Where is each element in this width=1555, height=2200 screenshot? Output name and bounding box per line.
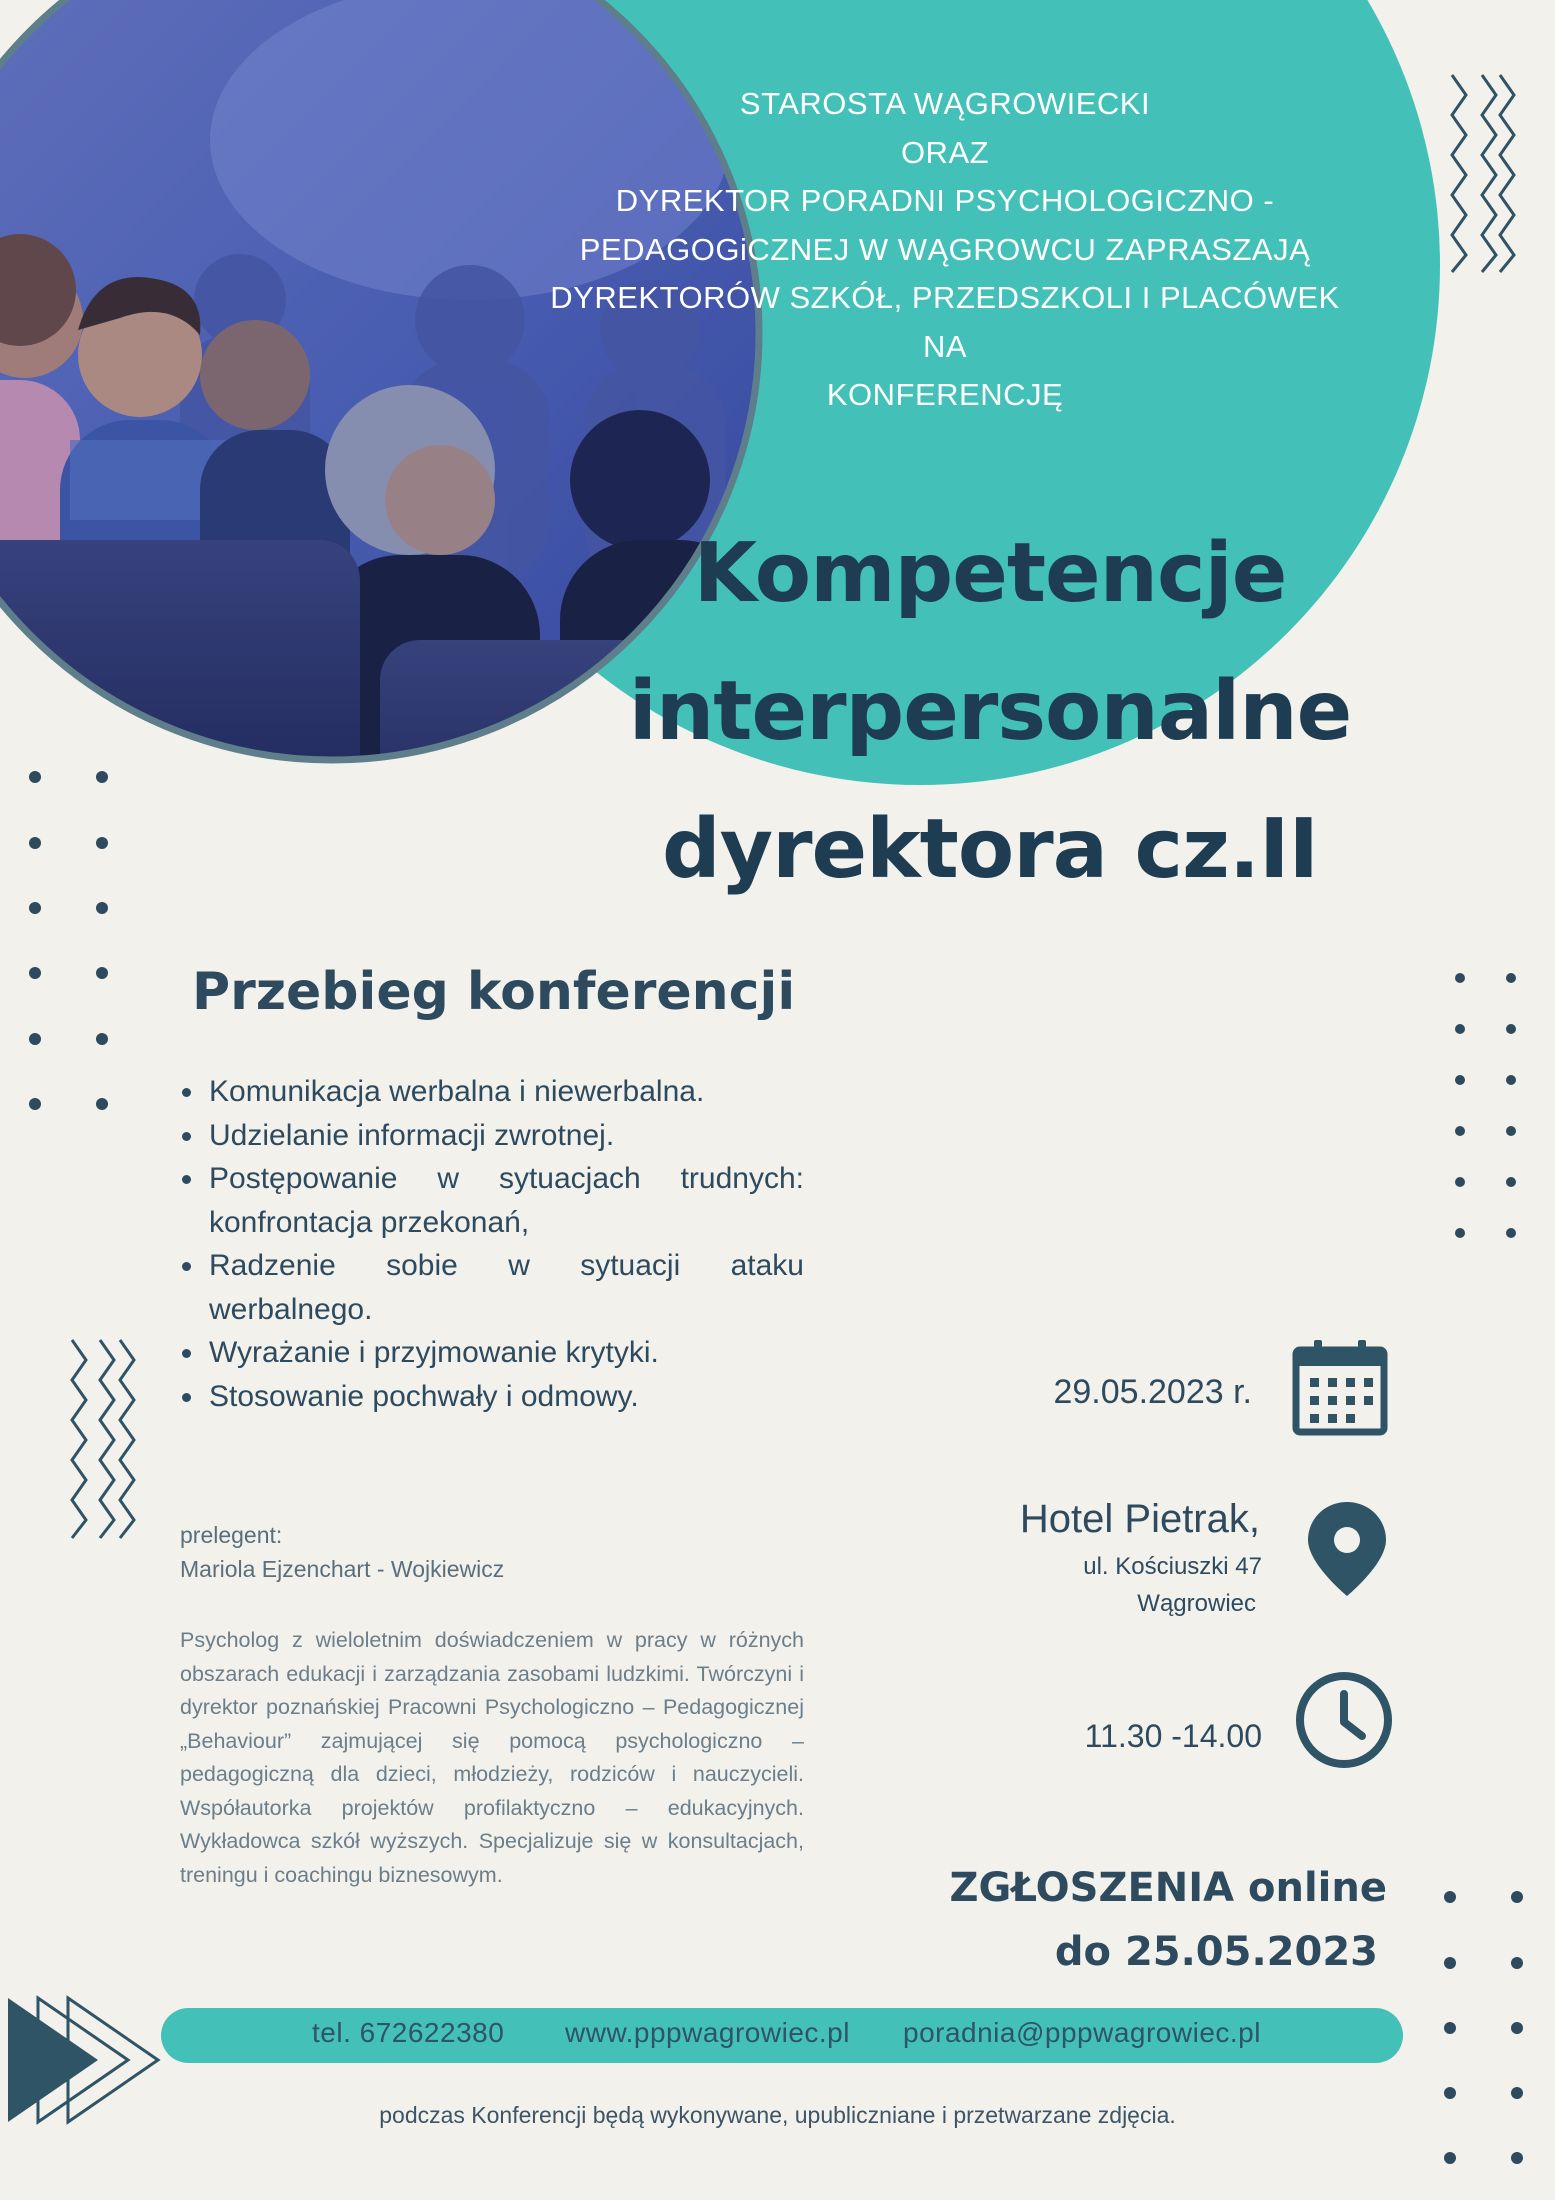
photo-consent-note: podczas Konferencji będą wykonywane, upubliczniane i przetwarzane zdjęcia. xyxy=(379,2102,1176,2128)
invitation-line: KONFERENCJĘ xyxy=(826,377,1064,412)
invitation-line: DYREKTOR PORADNI PSYCHOLOGICZNO - xyxy=(615,183,1275,218)
event-date: 29.05.2023 r. xyxy=(1053,1373,1252,1411)
title-line: Kompetencje xyxy=(693,526,1287,621)
dot-grid-right xyxy=(1455,973,1516,1238)
title-line: interpersonalne xyxy=(628,664,1352,759)
venue-street: ul. Kościuszki 47 xyxy=(1083,1553,1262,1580)
contact-email-link[interactable]: poradnia@pppwagrowiec.pl xyxy=(903,2017,1261,2048)
location-pin-icon xyxy=(1306,1500,1388,1598)
program-item: Udzielanie informacji zwrotnej. xyxy=(178,1114,804,1158)
invitation-line: ORAZ xyxy=(900,134,990,170)
zigzag-left xyxy=(72,1340,134,1538)
zigzag-top-right xyxy=(1452,75,1514,272)
title-line: dyrektora cz.II xyxy=(661,802,1319,897)
invitation-line: NA xyxy=(922,328,968,364)
contact-phone[interactable]: tel. 672622380 xyxy=(312,2017,505,2048)
program-item: Wyrażanie i przyjmowanie krytyki. xyxy=(178,1331,804,1375)
event-time: 11.30 -14.00 xyxy=(1084,1718,1262,1754)
clock-icon xyxy=(1294,1670,1394,1770)
dot-grid-left xyxy=(29,771,108,1110)
program-heading: Przebieg konferencji xyxy=(192,962,796,1022)
program-list xyxy=(178,1070,804,1418)
program-item: Postępowanie w sytuacjach trudnych: konfrontacja przekonań, xyxy=(178,1157,804,1244)
program-item: Stosowanie pochwały i odmowy. xyxy=(178,1375,804,1419)
registration-line-2: do 25.05.2023 xyxy=(1054,1929,1378,1975)
program-item: Radzenie sobie w sytuacji ataku werbalnego. xyxy=(178,1244,804,1331)
invitation-header xyxy=(520,80,1370,420)
venue-city: Wągrowiec xyxy=(1137,1590,1256,1617)
speaker-name: Mariola Ejzenchart - Wojkiewicz xyxy=(180,1556,505,1582)
program-item: Komunikacja werbalna i niewerbalna. xyxy=(178,1070,804,1114)
invitation-line: DYREKTORÓW SZKÓŁ, PRZEDSZKOLI I PLACÓWEK xyxy=(550,280,1340,315)
invitation-line: STAROSTA WĄGROWIECKI xyxy=(739,86,1151,121)
registration-line-1: ZGŁOSZENIA online xyxy=(949,1865,1387,1911)
invitation-line: PEDAGOGiCZNEJ W WĄGROWCU ZAPRASZAJĄ xyxy=(579,231,1311,267)
speaker-label: prelegent: xyxy=(180,1522,283,1548)
contact-website-link[interactable]: www.pppwagrowiec.pl xyxy=(565,2017,850,2048)
calendar-icon xyxy=(1292,1338,1388,1436)
venue-name: Hotel Pietrak, xyxy=(1019,1497,1260,1541)
speaker-bio: Psycholog z wieloletnim doświadczeniem w pracy w różnych obszarach edukacji i zarządzania zasobami ludzkimi. Twórczyni i dyrektor poznańskiej Pracowni Psychologiczno – Pedagogicznej „Behaviour” zajmującej się pomocą psychologiczno – pedagogiczną dla dzieci, młodzieży, rodziców i nauczycieli. Współautorka projektów profilaktyczno – edukacyjnych. Wykładowca szkół wyższych. Specjalizuje się w konsultacjach, treningu i coachingu biznesowym. xyxy=(180,1628,804,1887)
conference-title xyxy=(560,505,1420,919)
